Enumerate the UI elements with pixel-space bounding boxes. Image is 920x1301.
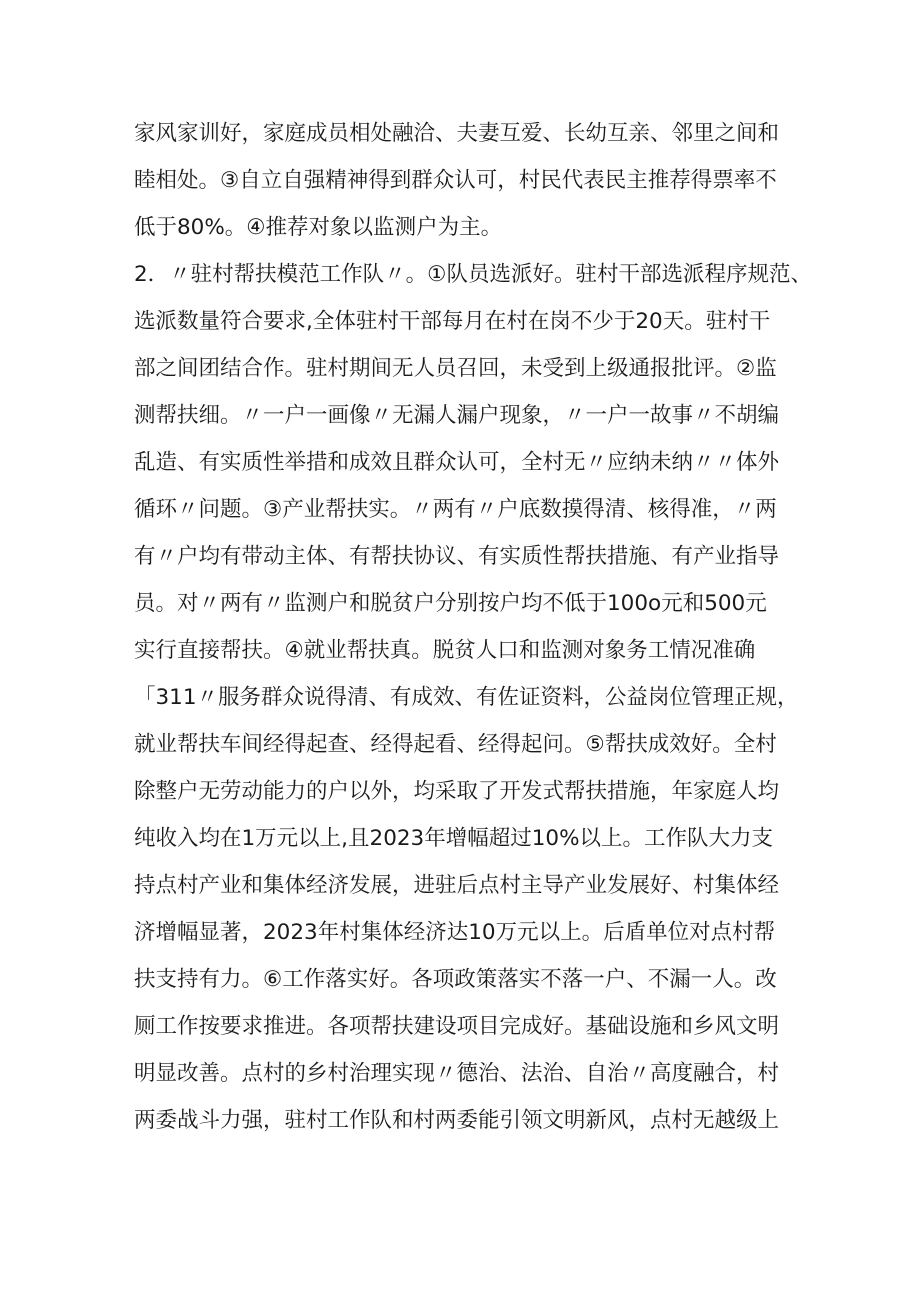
text-line: 员。对〃两有〃监测户和脱贫户分别按户均不低于100o元和500元 (134, 591, 767, 616)
text-line: 纯收入均在1万元以上,且2023年增幅超过10%以上。工作队大力支 (134, 826, 774, 851)
document-body (134, 110, 812, 1144)
text-line: 扶支持有力。⑥工作落实好。各项政策落实不落一户、不漏一人。改 (134, 967, 777, 992)
text-line: 有〃户均有带动主体、有帮扶协议、有实质性帮扶措施、有产业指导 (134, 544, 780, 569)
text-line: 选派数量符合要求,全体驻村干部每月在村在岗不少于20天。驻村干 (134, 309, 771, 334)
text-line: 实行直接帮扶。④就业帮扶真。脱贫人口和监测对象务工情况准确 (134, 638, 756, 663)
text-line: 明显改善。点村的乡村治理实现〃德治、法治、自治〃高度融合，村 (134, 1061, 780, 1086)
text-line: 2．〃驻村帮扶模范工作队〃。①队员选派好。驻村干部选派程序规范、 (134, 262, 812, 287)
text-line: 「311〃服务群众说得清、有成效、有佐证资料，公益岗位管理正规， (134, 685, 799, 710)
text-line: 厕工作按要求推进。各项帮扶建设项目完成好。基础设施和乡风文明 (134, 1014, 780, 1039)
text-line: 循环〃问题。③产业帮扶实。〃两有〃户底数摸得清、核得准，〃两 (134, 497, 777, 522)
text-line: 持点村产业和集体经济发展，进驻后点村主导产业发展好、村集体经 (134, 873, 780, 898)
text-line: 部之间团结合作。驻村期间无人员召回，未受到上级通报批评。②监 (134, 356, 777, 381)
text-line: 两委战斗力强，驻村工作队和村两委能引领文明新风，点村无越级上 (134, 1108, 780, 1133)
text-line: 就业帮扶车间经得起查、经得起看、经得起问。⑤帮扶成效好。全村 (134, 732, 777, 757)
text-line: 除整户无劳动能力的户以外，均采取了开发式帮扶措施，年家庭人均 (134, 779, 780, 804)
text-line: 家风家训好，家庭成员相处融洽、夫妻互爱、长幼互亲、邻里之间和 (134, 121, 780, 146)
text-line: 测帮扶细。〃一户一画像〃无漏人漏户现象，〃一户一故事〃不胡编 (134, 403, 780, 428)
text-line: 低于80%。④推荐对象以监测户为主。 (134, 215, 503, 240)
text-line: 济增幅显著，2023年村集体经济达10万元以上。后盾单位对点村帮 (134, 920, 776, 945)
text-line: 睦相处。③自立自强精神得到群众认可，村民代表民主推荐得票率不 (134, 168, 777, 193)
text-line: 乱造、有实质性举措和成效且群众认可，全村无〃应纳未纳〃〃体外 (134, 450, 780, 475)
